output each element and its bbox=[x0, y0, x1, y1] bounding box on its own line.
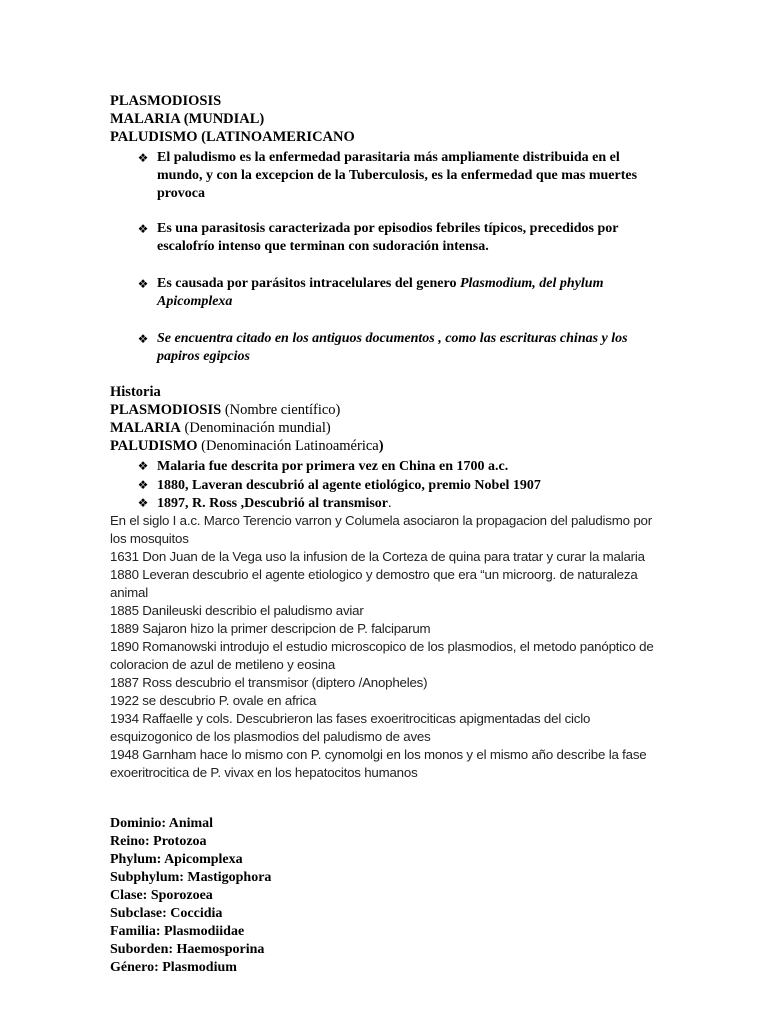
diamond-bullet-icon: ❖ bbox=[137, 496, 149, 510]
title-malaria: MALARIA (MUNDIAL) bbox=[110, 111, 265, 127]
history-entry: 1890 Romanowski introdujo el estudio microscopico de los plasmodios, el metodo panóptico de coloracion de azul de metileno y eosina bbox=[110, 639, 654, 672]
history-entry: 1631 Don Juan de la Vega uso la infusion de la Corteza de quina para tratar y curar la malaria bbox=[110, 549, 645, 564]
taxonomy-subclase: Subclase: Coccidia bbox=[110, 906, 223, 921]
taxonomy-reino: Reino: Protozoa bbox=[110, 834, 207, 849]
history-name-malaria: MALARIA (Denominación mundial) bbox=[110, 420, 331, 436]
intro-bullet-2-text: Es una parasitosis caracterizada por episodios febriles típicos, precedidos por escalofrío intenso que terminan con sudoración intensa. bbox=[157, 221, 619, 254]
history-entry: 1885 Danileuski describio el paludismo aviar bbox=[110, 603, 364, 618]
taxonomy-clase: Clase: Sporozoea bbox=[110, 888, 213, 903]
history-entry: 1880 Leveran descubrio el agente etiologico y demostro que era “un microorg. de naturaleza animal bbox=[110, 567, 638, 600]
history-name-paludismo: PALUDISMO (Denominación Latinoamérica) bbox=[110, 438, 384, 454]
intro-bullet-1 bbox=[135, 149, 655, 203]
intro-bullet-2 bbox=[135, 220, 655, 256]
intro-bullet-1-text: El paludismo es la enfermedad parasitaria más ampliamente distribuida en el mundo, y con la excepcion de la Tuberculosis, es la enfermedad que mas muertes provoca bbox=[157, 150, 638, 201]
diamond-bullet-icon: ❖ bbox=[137, 332, 149, 346]
diamond-bullet-icon: ❖ bbox=[137, 277, 149, 291]
taxonomy-genero: Género: Plasmodium bbox=[110, 960, 237, 975]
diamond-bullet-icon: ❖ bbox=[137, 151, 149, 165]
history-entry: 1934 Raffaelle y cols. Descubrieron las fases exoeritrociticas apigmentadas del ciclo esquizogonico de los plasmodios del paludismo de aves bbox=[110, 711, 591, 744]
diamond-bullet-icon: ❖ bbox=[137, 478, 149, 492]
history-entry: 1948 Garnham hace lo mismo con P. cynomolgi en los monos y el mismo año describe la fase exoeritrocitica de P. vivax en los hepatocitos humanos bbox=[110, 747, 647, 780]
history-bullet-1: ❖ Malaria fue descrita por primera vez en China en 1700 a.c. bbox=[135, 457, 508, 476]
history-name-plasmodiosis: PLASMODIOSIS (Nombre científico) bbox=[110, 402, 341, 418]
history-bullet-2: ❖ 1880, Laveran descubrió al agente etiológico, premio Nobel 1907 bbox=[135, 476, 541, 495]
history-entry: 1889 Sajaron hizo la primer descripcion de P. falciparum bbox=[110, 621, 431, 636]
history-entry: 1887 Ross descubrio el transmisor (diptero /Anopheles) bbox=[110, 675, 428, 690]
history-entry: 1922 se descubrio P. ovale en africa bbox=[110, 693, 317, 708]
history-entry: En el siglo I a.c. Marco Terencio varron y Columela asociaron la propagacion del paludismo por los mosquitos bbox=[110, 513, 652, 546]
taxonomy-subphylum: Subphylum: Mastigophora bbox=[110, 870, 272, 885]
intro-bullet-3-text bbox=[157, 275, 655, 311]
taxonomy-phylum: Phylum: Apicomplexa bbox=[110, 852, 243, 867]
intro-bullet-3 bbox=[135, 275, 655, 311]
intro-bullet-3-italic: Plasmodium, del phylum Apicomplexa bbox=[157, 276, 604, 309]
intro-bullet-4-text: Se encuentra citado en los antiguos documentos , como las escrituras chinas y los papiros egipcios bbox=[157, 331, 628, 364]
history-entries bbox=[110, 512, 670, 782]
taxonomy-suborden: Suborden: Haemosporina bbox=[110, 942, 265, 957]
diamond-bullet-icon: ❖ bbox=[137, 459, 149, 473]
taxonomy-familia: Familia: Plasmodiidae bbox=[110, 924, 245, 939]
diamond-bullet-icon: ❖ bbox=[137, 222, 149, 236]
title-plasmodiosis: PLASMODIOSIS bbox=[110, 93, 222, 109]
title-paludismo: PALUDISMO (LATINOAMERICANO bbox=[110, 129, 355, 145]
intro-bullet-4 bbox=[135, 330, 655, 366]
taxonomy-dominio: Dominio: Animal bbox=[110, 816, 214, 831]
history-heading: Historia bbox=[110, 384, 161, 400]
history-bullet-3: ❖ 1897, R. Ross ,Descubrió al transmisor. bbox=[135, 494, 392, 513]
intro-bullet-3-plain: Es causada por parásitos intracelulares del genero bbox=[157, 276, 460, 291]
